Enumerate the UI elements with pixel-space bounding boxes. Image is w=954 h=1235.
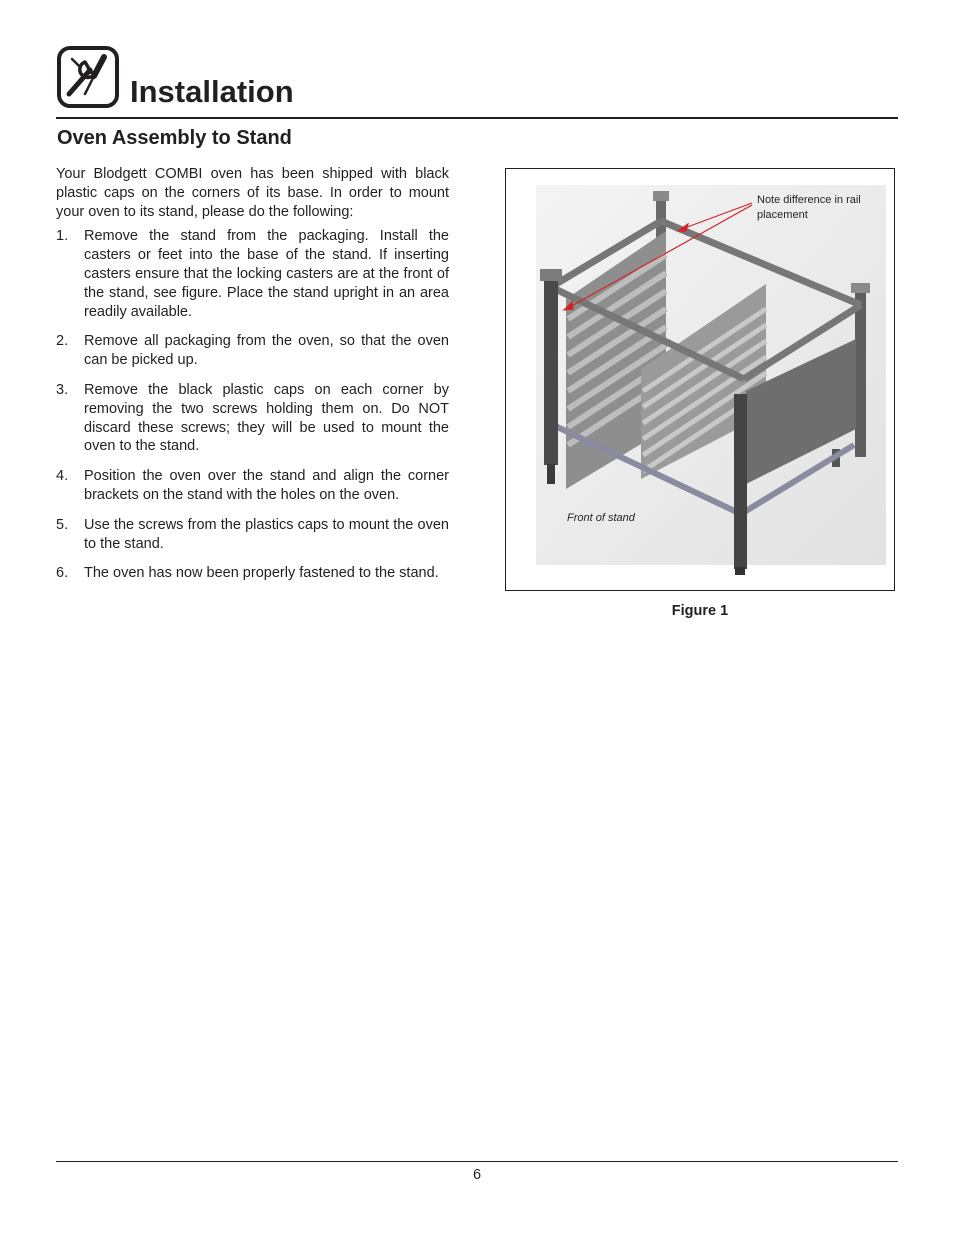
list-item <box>56 564 449 583</box>
step-number: 6. <box>56 565 69 582</box>
step-text: Remove the black plastic caps on each corner by removing the two screws holding them on. Do NOT discard these screws; they will be used to mount the oven to the stand. <box>84 381 449 455</box>
front-of-stand-label: Front of stand <box>567 512 635 524</box>
step-text: Remove the stand from the packaging. Install the casters or feet into the base of the stand. If inserting casters ensure that the locking casters are at the front of the stand, see figure. Place the stand upright in an area readily available. <box>84 228 449 320</box>
step-number: 4. <box>56 468 69 485</box>
step-number: 3. <box>56 381 69 398</box>
list-item <box>56 516 449 554</box>
step-number: 2. <box>56 333 69 350</box>
step-text: The oven has now been properly fastened to the stand. <box>84 565 439 582</box>
figure-frame <box>505 168 895 591</box>
oven-stand-illustration <box>506 169 894 590</box>
step-text: Position the oven over the stand and align the corner brackets on the stand with the holes on the oven. <box>84 468 449 503</box>
page-number: 6 <box>472 1167 482 1183</box>
step-text: Remove all packaging from the oven, so that the oven can be picked up. <box>84 333 449 369</box>
footer-divider <box>56 1161 898 1162</box>
tools-icon <box>57 46 119 108</box>
steps-list <box>56 227 449 583</box>
intro-paragraph: Your Blodgett COMBI oven has been shipped with black plastic caps on the corners of its base. In order to mount your oven to its stand, please do the following: <box>56 166 449 220</box>
list-item <box>56 332 449 370</box>
list-item <box>56 381 449 456</box>
section-title: Oven Assembly to Stand <box>57 127 292 149</box>
list-item <box>56 467 449 505</box>
step-text: Use the screws from the plastics caps to mount the oven to the stand. <box>84 516 449 552</box>
step-number: 5. <box>56 516 69 533</box>
list-item <box>56 227 449 321</box>
page-title: Installation <box>130 74 294 109</box>
instructions-column <box>56 165 449 594</box>
figure-caption: Figure 1 <box>671 603 729 619</box>
rail-placement-callout: Note difference in rail placement <box>757 194 861 221</box>
step-number: 1. <box>56 228 69 245</box>
header-divider <box>56 117 898 119</box>
